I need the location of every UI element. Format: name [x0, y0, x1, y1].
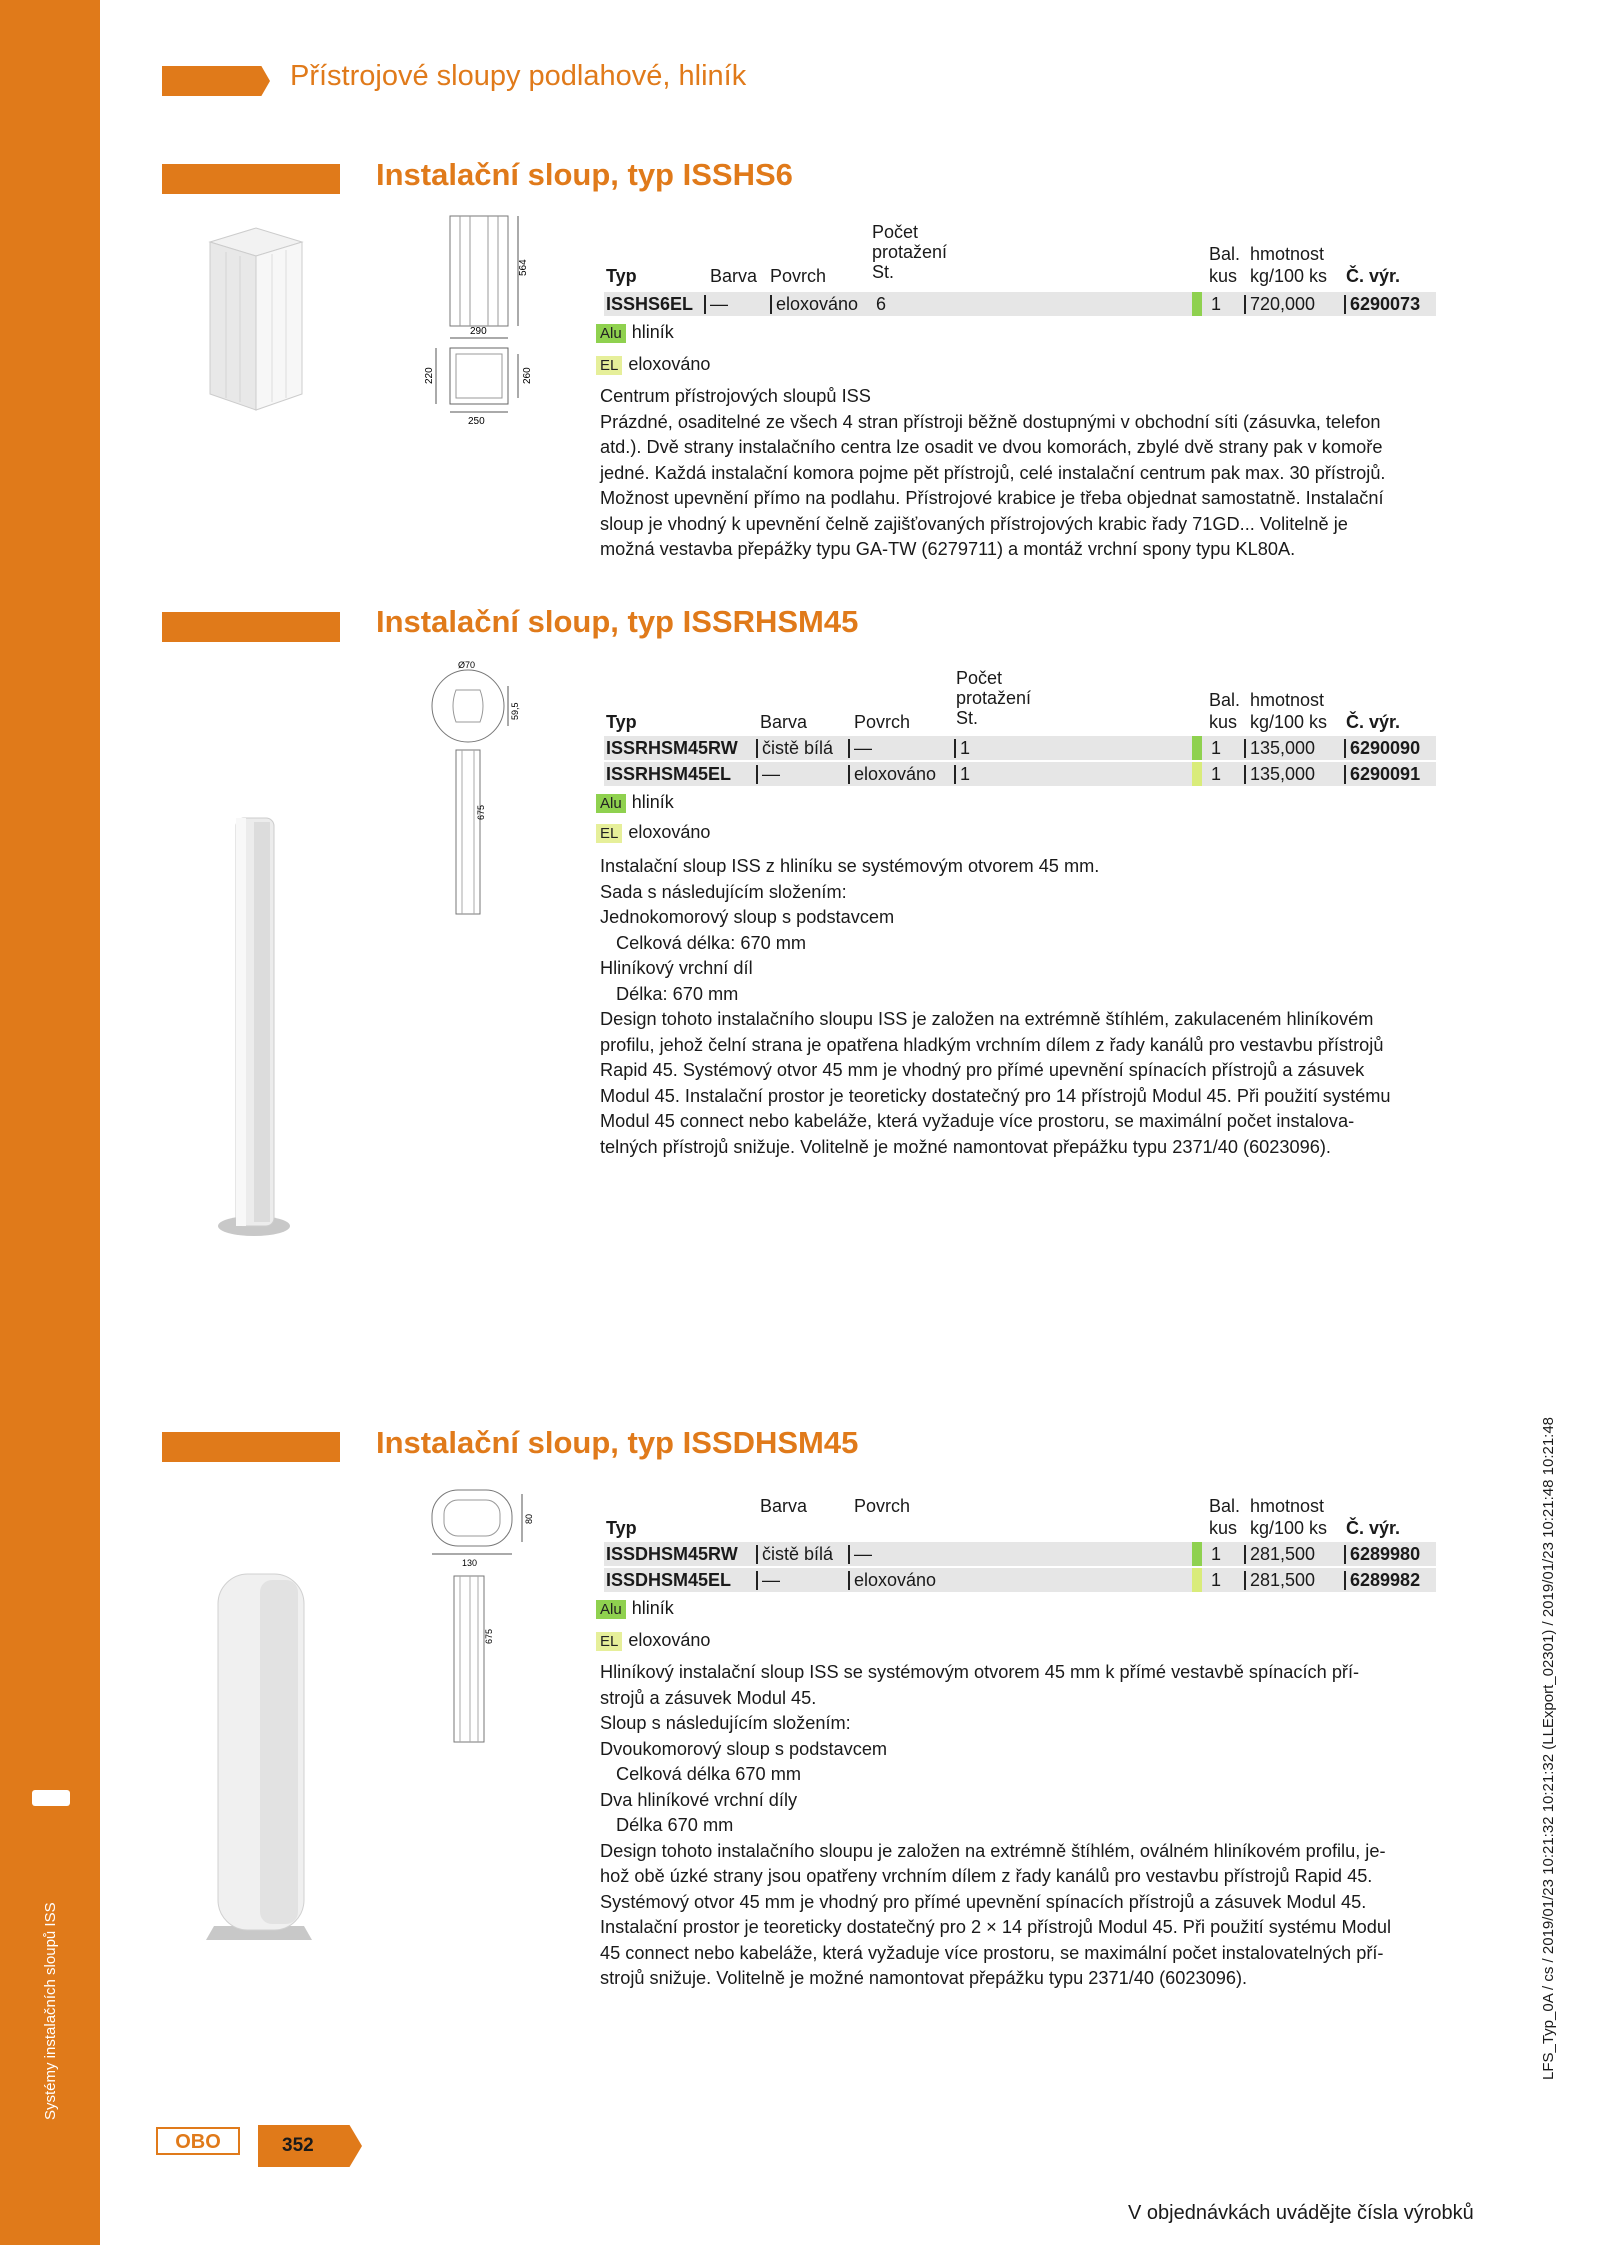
material-badge: Alu hliník	[596, 792, 674, 813]
dim-label: 675	[476, 804, 486, 820]
side-tab-icon	[32, 1790, 70, 1806]
dim-label: 59,5	[510, 702, 520, 720]
section-title: Instalační sloup, typ ISSRHSM45	[376, 604, 859, 639]
dim-label: 290	[470, 326, 487, 337]
section-bar	[162, 1432, 340, 1462]
material-badge: Alu hliník	[596, 322, 674, 343]
print-meta: LFS_Typ_0A / cs / 2019/01/23 10:21:32 10:21:32 (LLExport_02301) / 2019/01/23 10:21:48 10:21:48	[1540, 1416, 1557, 2080]
material-badge: Alu hliník	[596, 1598, 674, 1619]
page-title: Přístrojové sloupy podlahové, hliník	[290, 60, 747, 92]
surface-badge: EL eloxováno	[596, 822, 710, 843]
product-description: Hliníkový instalační sloup ISS se systémovým otvorem 45 mm k přímé vestavbě spínacích pří- strojů a zásuvek Modul 45. Sloup s následujícím složením: Dvoukomorový sloup s podstavcem Celková délka 670 mm Dva hliníkové vrchní díly Délka 670 mm Design tohoto instalačního sloupu je založen na extrémně štíhlém, oválném hliníkovém profilu, je- hož obě úzké strany jsou opatřeny vrchním dílem z řady kanálů pro vestavbu přístrojů Rapid 45. Systémový otvor 45 mm je vhodný pro přímé upevnění spínacích přístrojů a zásuvek Modul 45. Instalační prostor je teoreticky dostatečný pro 2 × 14 přístrojů Modul 45. Při použití systému Modul 45 connect nebo kabeláže, která vyžaduje více prostoru, se maximální počet instalovatelných pří- strojů snižuje. Volitelně je možné namontovat přepážku typu 2371/40 (6023096).	[600, 1662, 1392, 1988]
product-image-issdhsm45	[200, 1484, 540, 1954]
table-row: ISSRHSM45RW čistě bílá — 1 1 135,000 6290090	[604, 736, 1436, 760]
table-header: Počet protažení St. Typ Barva Povrch Bal. kus hmotnost kg/100 ks Č. výr.	[606, 668, 1401, 732]
section-bar	[162, 612, 340, 642]
dim-label: 260	[522, 367, 533, 384]
obo-logo	[156, 2127, 240, 2155]
dim-label: 130	[462, 1558, 478, 1568]
dim-label: 675	[484, 1628, 494, 1644]
svg-text:OBO: OBO	[175, 2131, 221, 2153]
table-header: Barva Povrch Typ Bal. kus hmotnost kg/100 ks Č. výr.	[606, 1496, 1401, 1538]
table-row: ISSRHSM45EL — eloxováno 1 1 135,000 6290091	[604, 762, 1436, 786]
dim-label: 250	[468, 416, 485, 427]
surface-badge: EL eloxováno	[596, 1630, 710, 1651]
table-row: ISSDHSM45EL — eloxováno 1 281,500 6289982	[604, 1568, 1436, 1592]
section-title: Instalační sloup, typ ISSHS6	[376, 157, 793, 192]
dim-label: Ø70	[458, 660, 476, 670]
dim-label: 220	[424, 367, 435, 384]
product-description: Instalační sloup ISS z hliníku se systémovým otvorem 45 mm. Sada s následujícím složením: Jednokomorový sloup s podstavcem Celková délka: 670 mm Hliníkový vrchní díl Délka: 670 mm Design tohoto instalačního sloupu ISS je založen na extrémně štíhlém, zakulaceném hliníkovém profilu, jehož čelní strana je opatřena hladkým vrchním dílem z řady kanálů pro vestavbu přístrojů Rapid 45. Systémový otvor 45 mm je vhodný pro přímé upevnění spínacích přístrojů a zásuvek Modul 45. Instalační prostor je teoreticky dostatečný pro 14 přístrojů Modul 45. Při použití systému Modul 45 connect nebo kabeláže, která vyžaduje více prostoru, se maximální počet instalova- telných přístrojů snižuje. Volitelně je možné namontovat přepážku typu 2371/40 (6023096).	[600, 856, 1391, 1157]
section-bar	[162, 164, 340, 194]
page-number: 352	[282, 2135, 314, 2156]
header-arrow	[162, 66, 270, 96]
table-row: ISSDHSM45RW čistě bílá — 1 281,500 6289980	[604, 1542, 1436, 1566]
table-header: Počet protažení St. Typ Barva Povrch Bal. kus hmotnost kg/100 ks Č. výr.	[606, 222, 1401, 286]
section-title: Instalační sloup, typ ISSDHSM45	[376, 1425, 859, 1460]
surface-badge: EL eloxováno	[596, 354, 710, 375]
product-image-issrhsm45	[210, 660, 540, 1240]
product-image-isshs6	[196, 212, 536, 430]
dim-label: 564	[518, 259, 529, 276]
footer-note: V objednávkách uvádějte čísla výrobků	[1128, 2202, 1474, 2224]
dim-label: 80	[524, 1513, 534, 1524]
table-row: ISSHS6EL — eloxováno 6 1 720,000 6290073	[604, 292, 1436, 316]
product-description: Centrum přístrojových sloupů ISS Prázdné, osaditelné ze všech 4 stran přístroji běžně dostupnými v obchodní síti (zásuvka, telefon atd.). Dvě strany instalačního centra lze osadit ve dvou komorách, zbylé dvě strany pak v komoře jedné. Každá instalační komora pojme pět přístrojů, celé instalační centrum pak max. 30 přístrojů. Možnost upevnění přímo na podlahu. Přístrojové krabice je třeba objednat samostatně. Instalační sloup je vhodný k upevnění čelně zajišťovaných přístrojových krabic řady 71GD... Volitelně je možná vestavba přepážky typu GA-TW (6279711) a montáž vrchní spony typu KL80A.	[600, 386, 1386, 559]
side-label: Systémy instalačních sloupů ISS	[42, 1902, 59, 2120]
